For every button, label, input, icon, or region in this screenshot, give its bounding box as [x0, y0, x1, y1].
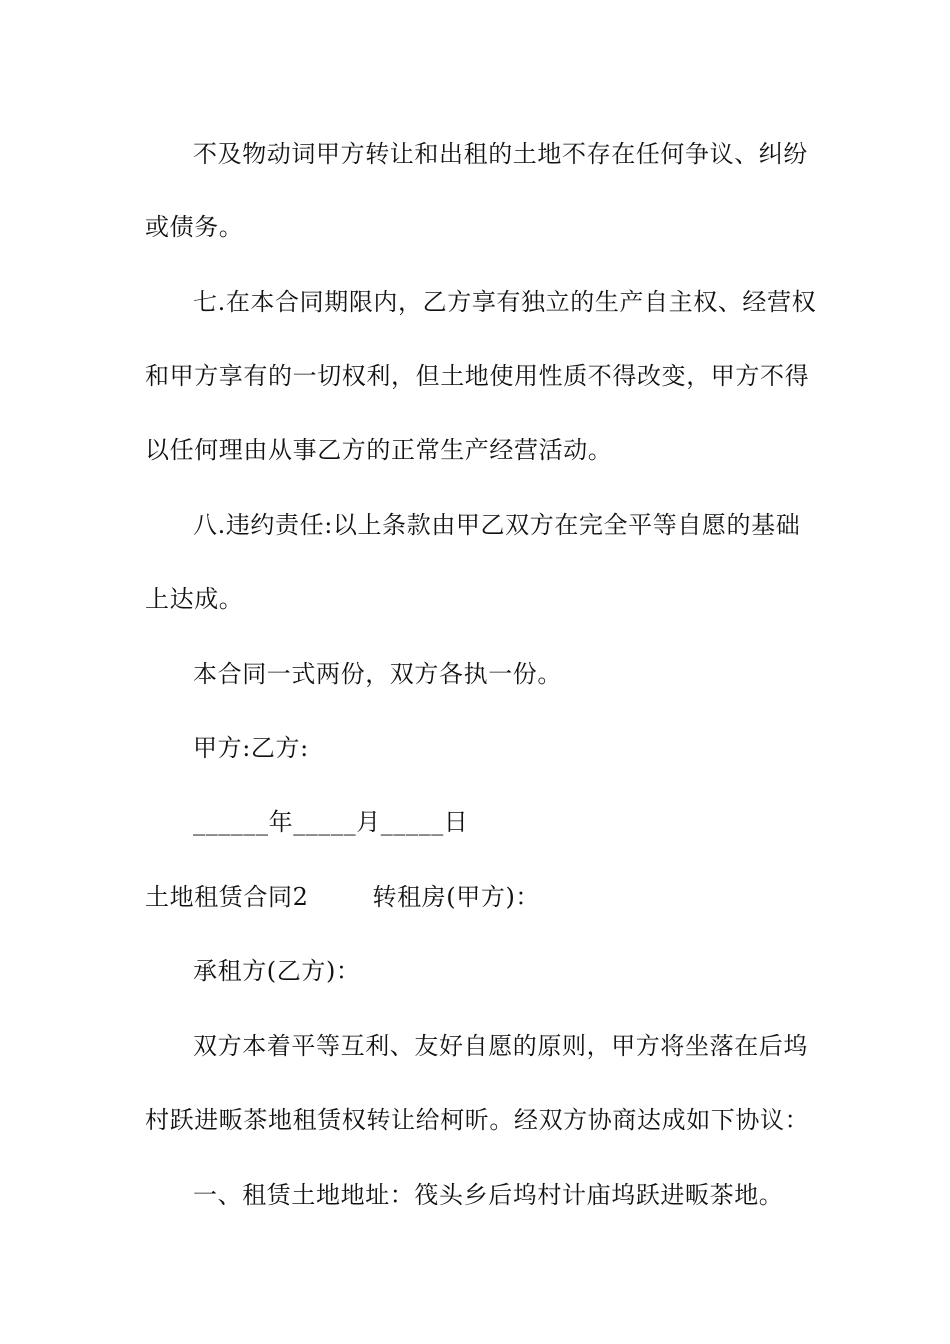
paragraph-line: 和甲方享有的一切权利，但土地使用性质不得改变，甲方不得: [145, 362, 810, 390]
party-b-label: 承租方(乙方)：: [193, 957, 361, 985]
paragraph-line: 以任何理由从事乙方的正常生产经营活动。: [145, 436, 613, 464]
paragraph-line: 七.在本合同期限内，乙方享有独立的生产自主权、经营权: [193, 288, 817, 316]
paragraph-line: 一、租赁土地地址：筏头乡后坞村计庙坞跃进畈茶地。: [193, 1181, 784, 1209]
paragraph-line: 或债务。: [145, 213, 244, 241]
paragraph-line: 上达成。: [145, 585, 244, 613]
section-heading: [145, 882, 540, 912]
paragraph-line: 八.违约责任:以上条款由甲乙双方在完全平等自愿的基础: [193, 511, 801, 539]
paragraph-line: 村跃进畈茶地租赁权转让给柯昕。经双方协商达成如下协议：: [145, 1106, 810, 1134]
contract-title: 土地租赁合同2: [145, 883, 309, 911]
paragraph-line: 本合同一式两份，双方各执一份。: [193, 660, 562, 688]
signature-parties-line: 甲方:乙方:: [193, 734, 309, 762]
paragraph-line: 双方本着平等互利、友好自愿的原则，甲方将坐落在后坞: [193, 1032, 808, 1060]
date-line: ______年_____月_____日: [193, 808, 469, 836]
paragraph-line: 不及物动词甲方转让和出租的土地不存在任何争议、纠纷: [193, 140, 808, 168]
party-a-label: 转租房(甲方)：: [372, 883, 541, 911]
